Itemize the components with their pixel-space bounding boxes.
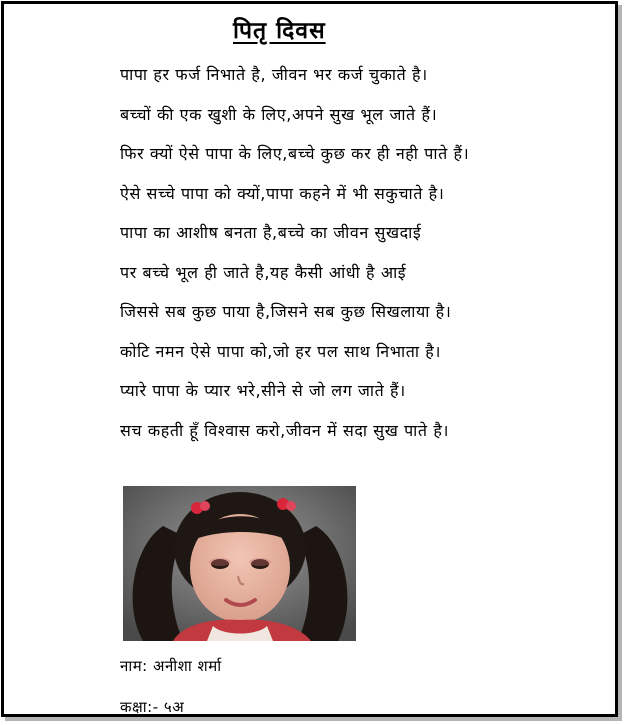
poem-line: कोटि नमन ऐसे पापा को,जो हर पल साथ निभाता है। [120, 341, 442, 361]
poem-line: जिससे सब कुछ पाया है,जिसने सब कुछ सिखलाया है। [120, 302, 452, 321]
poem-line: बच्चों की एक खुशी के लिए,अपने सुख भूल जाते हैं। [120, 104, 438, 124]
author-name: नाम: अनीशा शर्मा [120, 657, 222, 675]
poem-line: पापा हर फर्ज निभाते है, जीवन भर कर्ज चुकाते है। [120, 65, 428, 84]
poem-line: पर बच्चे भूल ही जाते है,यह कैसी आंधी है आई [120, 262, 407, 282]
author-photo [123, 486, 356, 641]
poem-line: पापा का आशीष बनता है,बच्चे का जीवन सुखदाई [120, 223, 422, 242]
page-title: पितृ दिवस [233, 18, 326, 44]
poem-line: फिर क्यों ऐसे पापा के लिए,बच्चे कुछ कर ही नही पाते हैं। [120, 144, 470, 163]
poem [120, 62, 469, 457]
poem-line: ऐसे सच्चे पापा को क्यों,पापा कहने में भी सकुचाते है। [120, 183, 445, 203]
poem-line: प्यारे पापा के प्यार भरे,सीने से जो लग जाते हैं। [120, 381, 406, 400]
author-class: कक्षा:- ५अ [120, 698, 185, 716]
portrait-illustration [123, 486, 356, 641]
poem-line: सच कहती हूँ विश्वास करो,जीवन में सदा सुख पाते है। [120, 420, 450, 440]
